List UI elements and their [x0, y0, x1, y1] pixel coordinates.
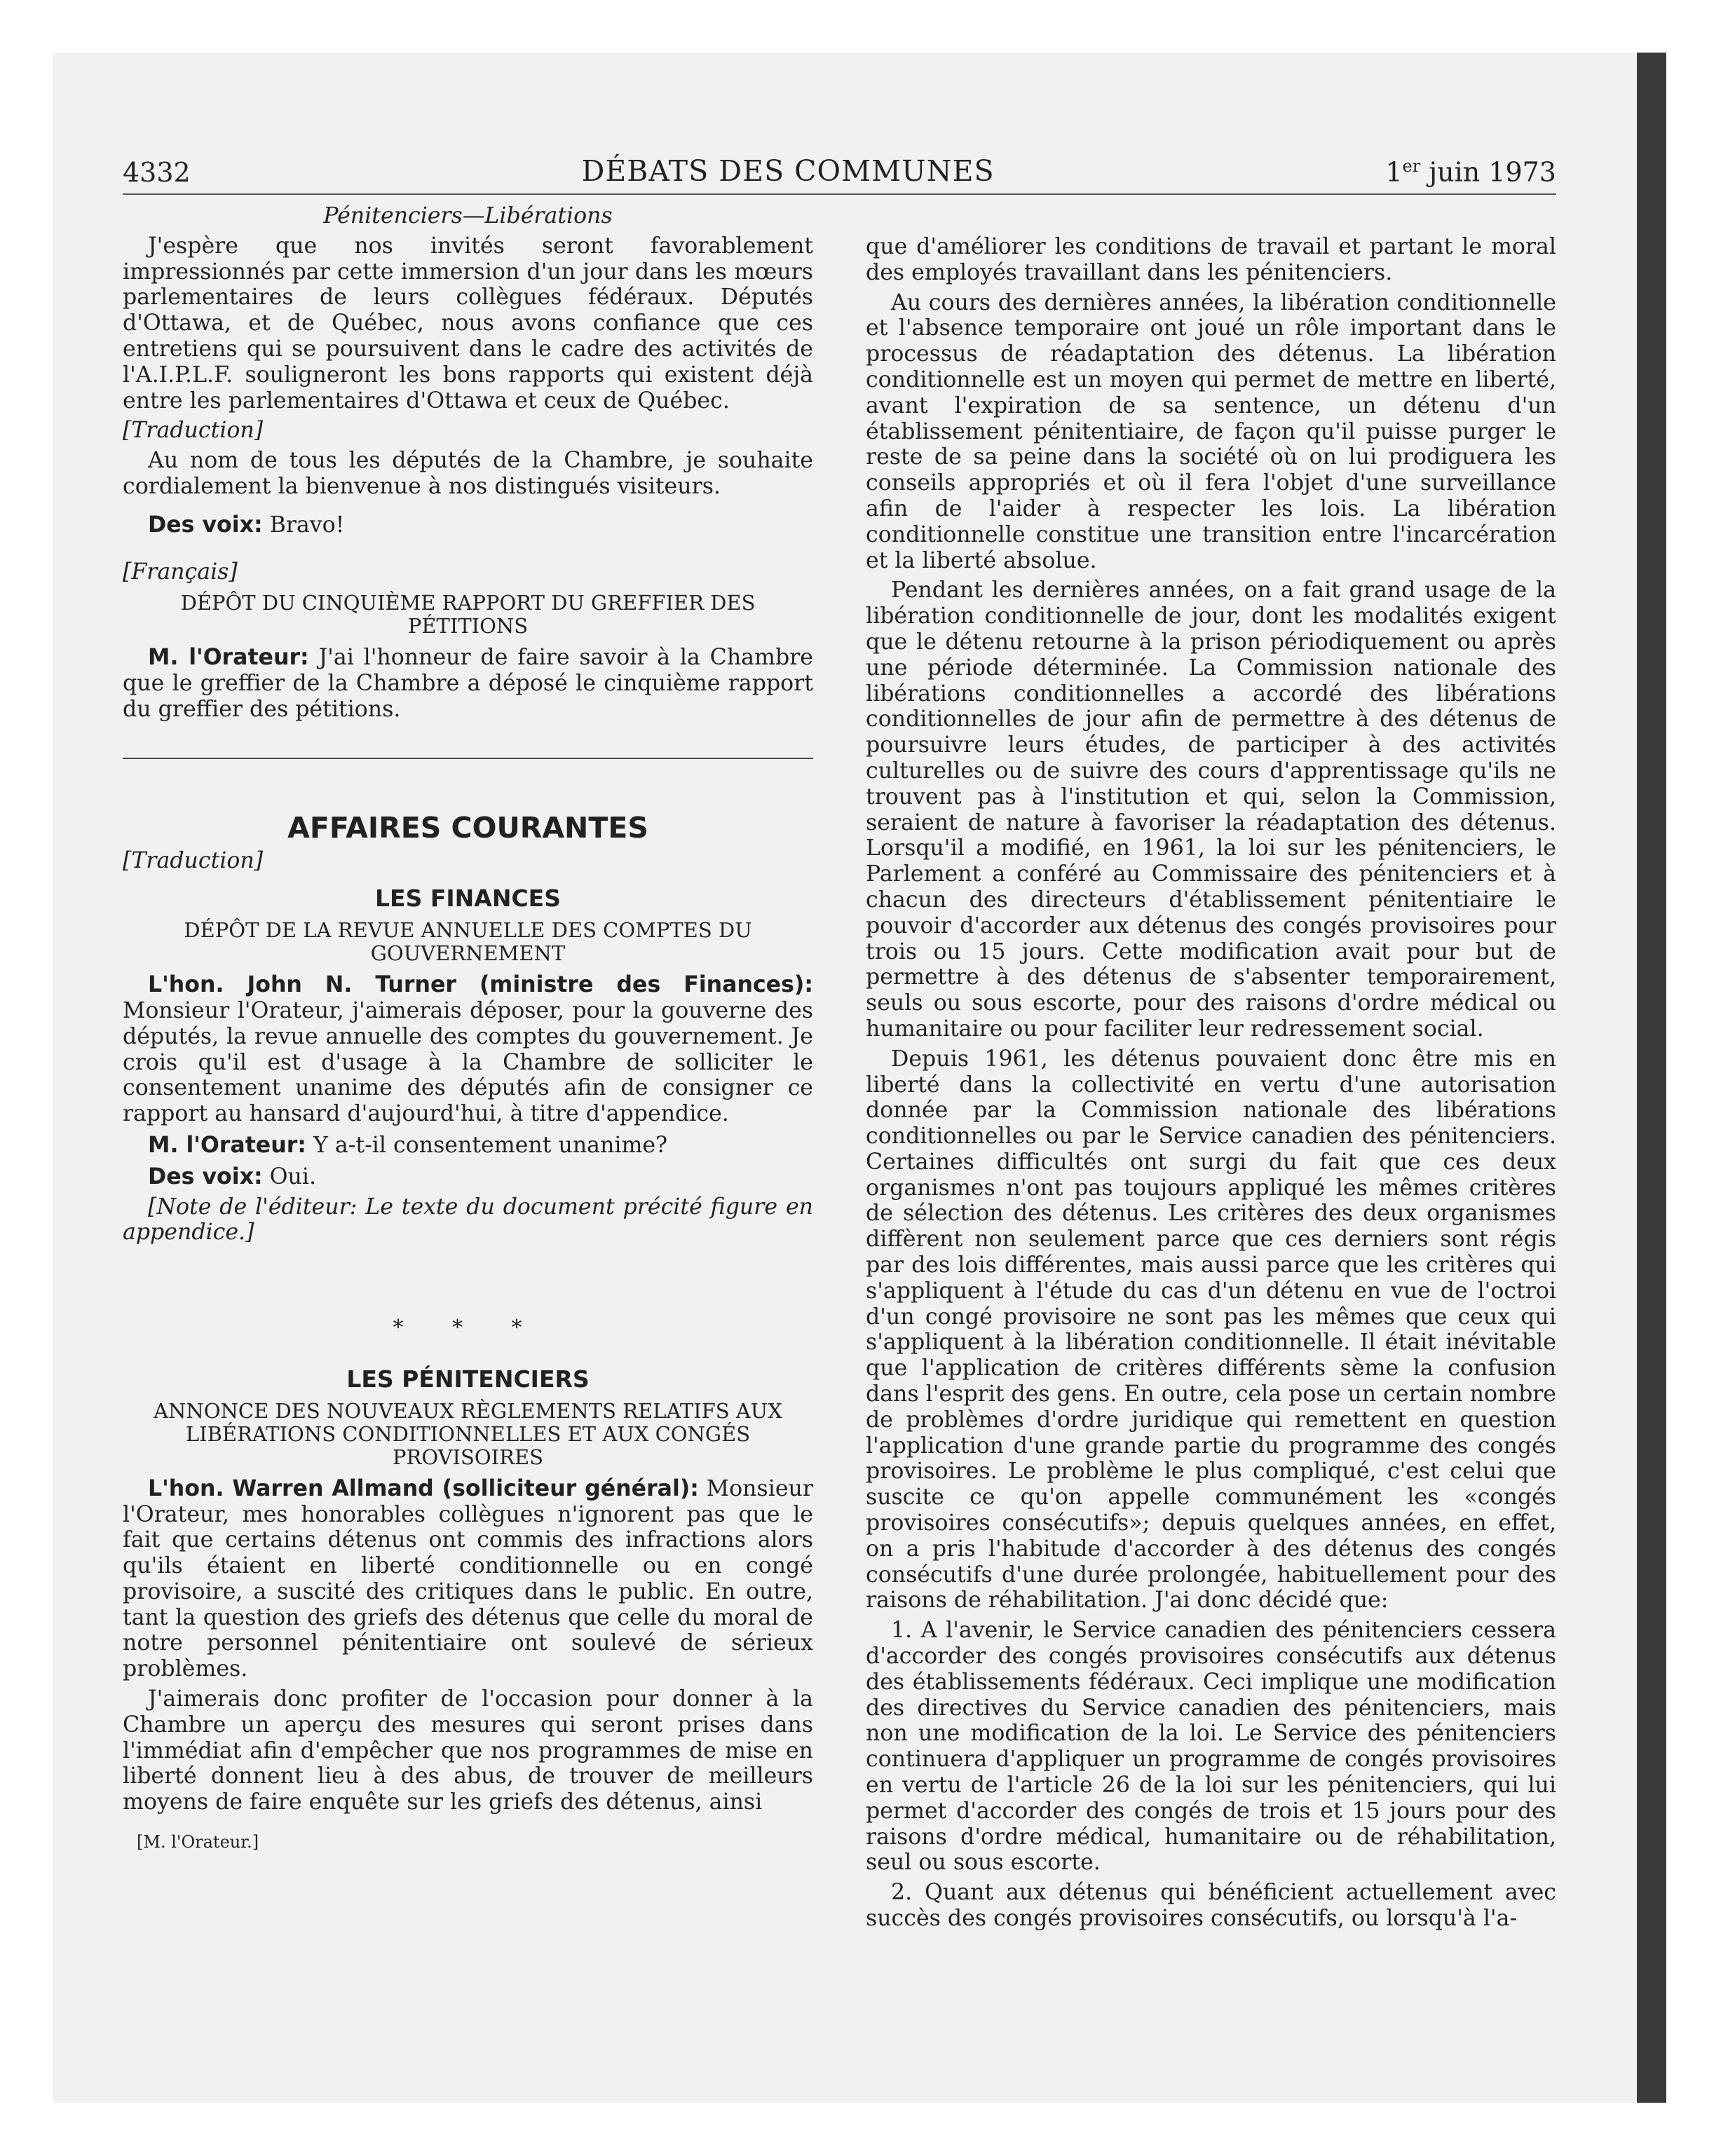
left-column — [123, 203, 813, 1932]
speaker: Des voix: — [148, 512, 263, 538]
speech: M. l'Orateur: Y a-t-il consentement unanime? — [148, 1132, 668, 1158]
speaker: M. l'Orateur: — [148, 1132, 306, 1158]
right-column — [866, 203, 1556, 1932]
speech: L'hon. Warren Allmand (solliciteur général): Monsieur l'Orateur, mes honorables collègues n'ignorent pas que le fait que certains détenus ont commis des infractions alors qu'ils étaient en liberté conditionnelle ou en congé provisoire, a suscité des critiques dans le public. En outre, tant la question des griefs des détenus que celle du moral de notre personnel pénitentiaire ont soulevé de sérieux problèmes. — [123, 1475, 813, 1682]
paragraph: J'aimerais donc profiter de l'occasion pour donner à la Chambre un aperçu des mesures qui seront prises dans l'immédiat afin d'empêcher que nos programmes de mise en liberté donnent lieu à des abus, de trouver de meilleurs moyens de faire enquête sur les griefs des détenus, ainsi — [123, 1686, 813, 1815]
speech: Des voix: Oui. — [148, 1164, 317, 1189]
language-marker: [Français] — [123, 559, 238, 585]
section-separator-stars: * * * — [393, 1316, 543, 1341]
speech: M. l'Orateur: J'ai l'honneur de faire savoir à la Chambre que le greffier de la Chambre a déposé le cinquième rapport du greffier des pétitions. — [123, 645, 813, 722]
editor-note: [Note de l'éditeur: Le texte du document précité figure en appendice.] — [123, 1194, 813, 1246]
speech: L'hon. John N. Turner (ministre des Finances): Monsieur l'Orateur, j'aimerais déposer, pour la gouverne des députés, la revue annuelle des comptes du gouvernement. Je crois qu'il est d'usage à la Chambre de solliciter le consentement unanime des députés afin de consigner ce rapport au hansard d'aujourd'hui, à titre d'appendice. — [123, 972, 813, 1127]
footnote: [M. l'Orateur.] — [137, 1832, 259, 1853]
speaker: M. l'Orateur: — [148, 645, 309, 671]
binding-spine — [1637, 53, 1666, 2103]
section-running-head: Pénitenciers—Libérations — [323, 203, 613, 228]
speaker: Des voix: — [148, 1164, 263, 1189]
paragraph: Depuis 1961, les détenus pouvaient donc être mis en liberté dans la collectivité en vertu d'une autorisation donnée par la Commission nationale des libérations conditionnelles ou par le Service canadien des pénitenciers. Certaines difficultés ont surgi du fait que ces deux organismes n'ont pas toujours appliqué les mêmes critères de sélection des détenus. Les critères des deux organismes diffèrent non seulement parce que ces derniers sont régis par des lois différentes, mais aussi parce que les critères qui s'appliquent à l'étude du cas d'un détenu en vue de l'octroi d'un congé provisoire ne sont pas les mêmes que ceux qui s'appliquent à la libération conditionnelle. Il était inévitable que l'application de critères différents sème la confusion dans l'esprit des gens. En outre, cela pose un certain nombre de problèmes d'ordre juridique qui remettent en question l'application d'une grande partie du programme des congés provisoires. Le problème le plus compliqué, c'est celui que suscite ce qu'on appelle communément les «congés provisoires consécutifs»; depuis quelques années, en effet, on a pris l'habitude d'accorder à des détenus des congés consécutifs d'une durée prolongée, habituellement pour des raisons de réhabilitation. J'ai donc décidé que: — [866, 1046, 1556, 1613]
paragraph: Pendant les dernières années, on a fait grand usage de la libération conditionnelle de jour, dont les modalités exigent que le détenu retourne à la prison périodiquement ou après une période déterminée. La Commission nationale des libérations conditionnelles a accordé des libérations conditionnelles de jour afin de permettre à des détenus de poursuivre leurs études, de participer à des activités culturelles ou de suivre des cours d'apprentissage qu'ils ne trouvent pas à l'institution et qui, selon la Commission, seraient de nature à favoriser la réadaptation des détenus. Lorsqu'il a modifié, en 1961, la loi sur les pénitenciers, le Parlement a conféré au Commissaire des pénitenciers et à chacun des directeurs d'établissement pénitentiaire le pouvoir d'accorder aux détenus des congés provisoires pour trois ou 15 jours. Cette modification avait pour but de permettre à des détenus de s'absenter temporairement, seuls ou sous escorte, pour des raisons d'ordre médical ou humanitaire ou pour faciliter leur redressement social. — [866, 578, 1556, 1042]
language-marker: [Traduction] — [123, 418, 264, 444]
paragraph: Au cours des dernières années, la libération conditionnelle et l'absence temporaire ont joué un rôle important dans le processus de réadaptation des détenus. La libération conditionnelle est un moyen qui permet de mettre en liberté, avant l'expiration de sa sentence, un détenu d'un établissement pénitentiaire, de façon qu'il puisse purger le reste de sa peine dans la société où on lui prodiguera les conseils appropriés et où il fera l'objet d'une surveillance afin de l'aider à respecter les lois. La libération conditionnelle constitue une transition entre l'incarcération et la liberté absolue. — [866, 289, 1556, 573]
subheading: ANNONCE DES NOUVEAUX RÈGLEMENTS RELATIFS AUX LIBÉRATIONS CONDITIONNELLES ET AUX CONGÉS PROVISOIRES — [154, 1398, 782, 1469]
paragraph: J'espère que nos invités seront favorablement impressionnés par cette immersion d'un jour dans les mœurs parlementaires de leurs collègues fédéraux. Députés d'Ottawa, et de Québec, nous avons confiance que ces entretiens qui se poursuivent dans le cadre des activités de l'A.I.P.L.F. souligneront les bons rapports qui existent déjà entre les parlementaires d'Ottawa et ceux de Québec. — [123, 233, 813, 414]
document-page — [123, 154, 1556, 2061]
paragraph: Au nom de tous les députés de la Chambre, je souhaite cordialement la bienvenue à nos distingués visiteurs. — [123, 448, 813, 499]
section-divider — [123, 758, 813, 759]
running-header — [123, 154, 1556, 195]
section-heading: AFFAIRES COURANTES — [287, 810, 648, 845]
page-number: 4332 — [123, 157, 191, 188]
paragraph: que d'améliorer les conditions de travail et partant le moral des employés travaillant dans les pénitenciers. — [866, 234, 1556, 285]
topic-heading: LES FINANCES — [375, 885, 561, 913]
paragraph: 2. Quant aux détenus qui bénéficient actuellement avec succès des congés provisoires consécutifs, ou lorsqu'à l'a- — [866, 1880, 1556, 1931]
subheading: DÉPÔT DE LA REVUE ANNUELLE DES COMPTES DU GOUVERNEMENT — [184, 918, 752, 966]
header-date: 1er juin 1973 — [1385, 156, 1556, 188]
topic-heading: LES PÉNITENCIERS — [346, 1365, 590, 1393]
speaker: L'hon. John N. Turner (ministre des Finances): — [148, 972, 813, 998]
speech: Des voix: Bravo! — [148, 512, 345, 538]
subheading: DÉPÔT DU CINQUIÈME RAPPORT DU GREFFIER DES PÉTITIONS — [180, 591, 756, 639]
publication-title: DÉBATS DES COMMUNES — [581, 154, 995, 188]
speaker: L'hon. Warren Allmand (solliciteur général): — [148, 1475, 699, 1501]
language-marker: [Traduction] — [123, 847, 264, 873]
paragraph: 1. A l'avenir, le Service canadien des pénitenciers cessera d'accorder des congés provisoires consécutifs aux détenus des établissements fédéraux. Ceci implique une modification des directives du Service canadien des pénitenciers, mais non une modification de la loi. Le Service des pénitenciers continuera d'appliquer un programme de congés provisoires en vertu de l'article 26 de la loi sur les pénitenciers, qui lui permet d'accorder des congés de trois et 15 jours pour des raisons d'ordre médical, humanitaire ou de réhabilitation, seul ou sous escorte. — [866, 1618, 1556, 1876]
